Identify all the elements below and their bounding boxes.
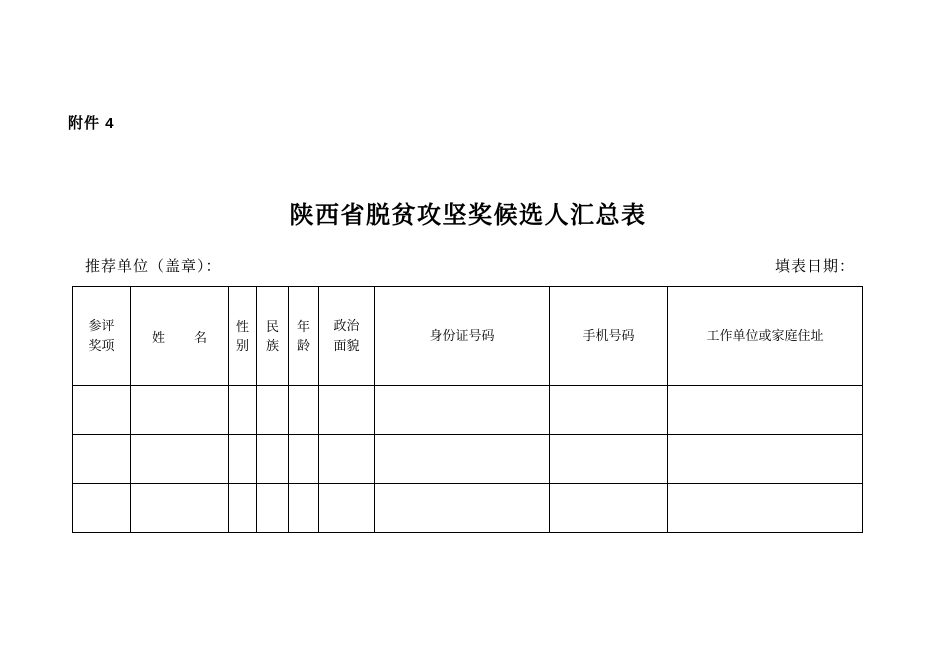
cell-gender[interactable] bbox=[229, 386, 257, 435]
column-header-id-number-text: 身份证号码 bbox=[429, 327, 495, 343]
recommend-unit-label: 推荐单位（盖章）： bbox=[85, 259, 222, 275]
cell-name[interactable] bbox=[131, 435, 229, 484]
column-header-ethnicity bbox=[257, 287, 289, 386]
column-header-political-status bbox=[319, 287, 375, 386]
column-header-political-status-line2: 面貌 bbox=[333, 338, 360, 353]
column-header-age-line2: 龄 bbox=[296, 338, 310, 353]
form-meta-row bbox=[85, 255, 855, 276]
column-header-gender bbox=[229, 287, 257, 386]
table-row bbox=[73, 435, 863, 484]
cell-mobile[interactable] bbox=[550, 386, 668, 435]
column-header-gender-line2: 别 bbox=[235, 338, 249, 353]
cell-age[interactable] bbox=[289, 484, 319, 533]
cell-award[interactable] bbox=[73, 435, 131, 484]
column-header-id-number bbox=[375, 287, 550, 386]
column-header-political-status-line1: 政治 bbox=[333, 317, 360, 333]
cell-gender[interactable] bbox=[229, 435, 257, 484]
cell-political-status[interactable] bbox=[319, 484, 375, 533]
cell-ethnicity[interactable] bbox=[257, 386, 289, 435]
cell-mobile[interactable] bbox=[550, 435, 668, 484]
column-header-name bbox=[131, 287, 229, 386]
cell-age[interactable] bbox=[289, 386, 319, 435]
cell-age[interactable] bbox=[289, 435, 319, 484]
column-header-workplace-address bbox=[668, 287, 863, 386]
cell-workplace-address[interactable] bbox=[668, 435, 863, 484]
cell-award[interactable] bbox=[73, 484, 131, 533]
column-header-award-line2: 奖项 bbox=[88, 338, 115, 353]
column-header-age-line1: 年 bbox=[296, 318, 310, 334]
cell-workplace-address[interactable] bbox=[668, 386, 863, 435]
cell-award[interactable] bbox=[73, 386, 131, 435]
cell-political-status[interactable] bbox=[319, 386, 375, 435]
column-header-award bbox=[73, 287, 131, 386]
column-header-age bbox=[289, 287, 319, 386]
cell-id-number[interactable] bbox=[375, 435, 550, 484]
cell-ethnicity[interactable] bbox=[257, 484, 289, 533]
cell-id-number[interactable] bbox=[375, 484, 550, 533]
column-header-workplace-address-text: 工作单位或家庭住址 bbox=[706, 327, 824, 343]
cell-name[interactable] bbox=[131, 386, 229, 435]
column-header-gender-line1: 性 bbox=[235, 318, 249, 334]
column-header-mobile bbox=[550, 287, 668, 386]
cell-name[interactable] bbox=[131, 484, 229, 533]
cell-workplace-address[interactable] bbox=[668, 484, 863, 533]
attachment-label: 附件 4 bbox=[68, 115, 115, 132]
column-header-name-text: 姓 名 bbox=[151, 329, 215, 345]
table-row bbox=[73, 386, 863, 435]
candidate-summary-table-wrapper bbox=[72, 286, 862, 533]
cell-ethnicity[interactable] bbox=[257, 435, 289, 484]
cell-mobile[interactable] bbox=[550, 484, 668, 533]
table-row bbox=[73, 484, 863, 533]
candidate-summary-table bbox=[72, 286, 863, 533]
cell-political-status[interactable] bbox=[319, 435, 375, 484]
column-header-ethnicity-line1: 民 bbox=[265, 318, 279, 334]
column-header-award-line1: 参评 bbox=[88, 317, 115, 333]
column-header-mobile-text: 手机号码 bbox=[582, 327, 635, 343]
column-header-ethnicity-line2: 族 bbox=[265, 338, 279, 353]
fill-date-label: 填表日期： bbox=[774, 259, 855, 275]
page-title: 陕西省脱贫攻坚奖候选人汇总表 bbox=[289, 203, 647, 229]
cell-gender[interactable] bbox=[229, 484, 257, 533]
cell-id-number[interactable] bbox=[375, 386, 550, 435]
table-header-row bbox=[73, 287, 863, 386]
